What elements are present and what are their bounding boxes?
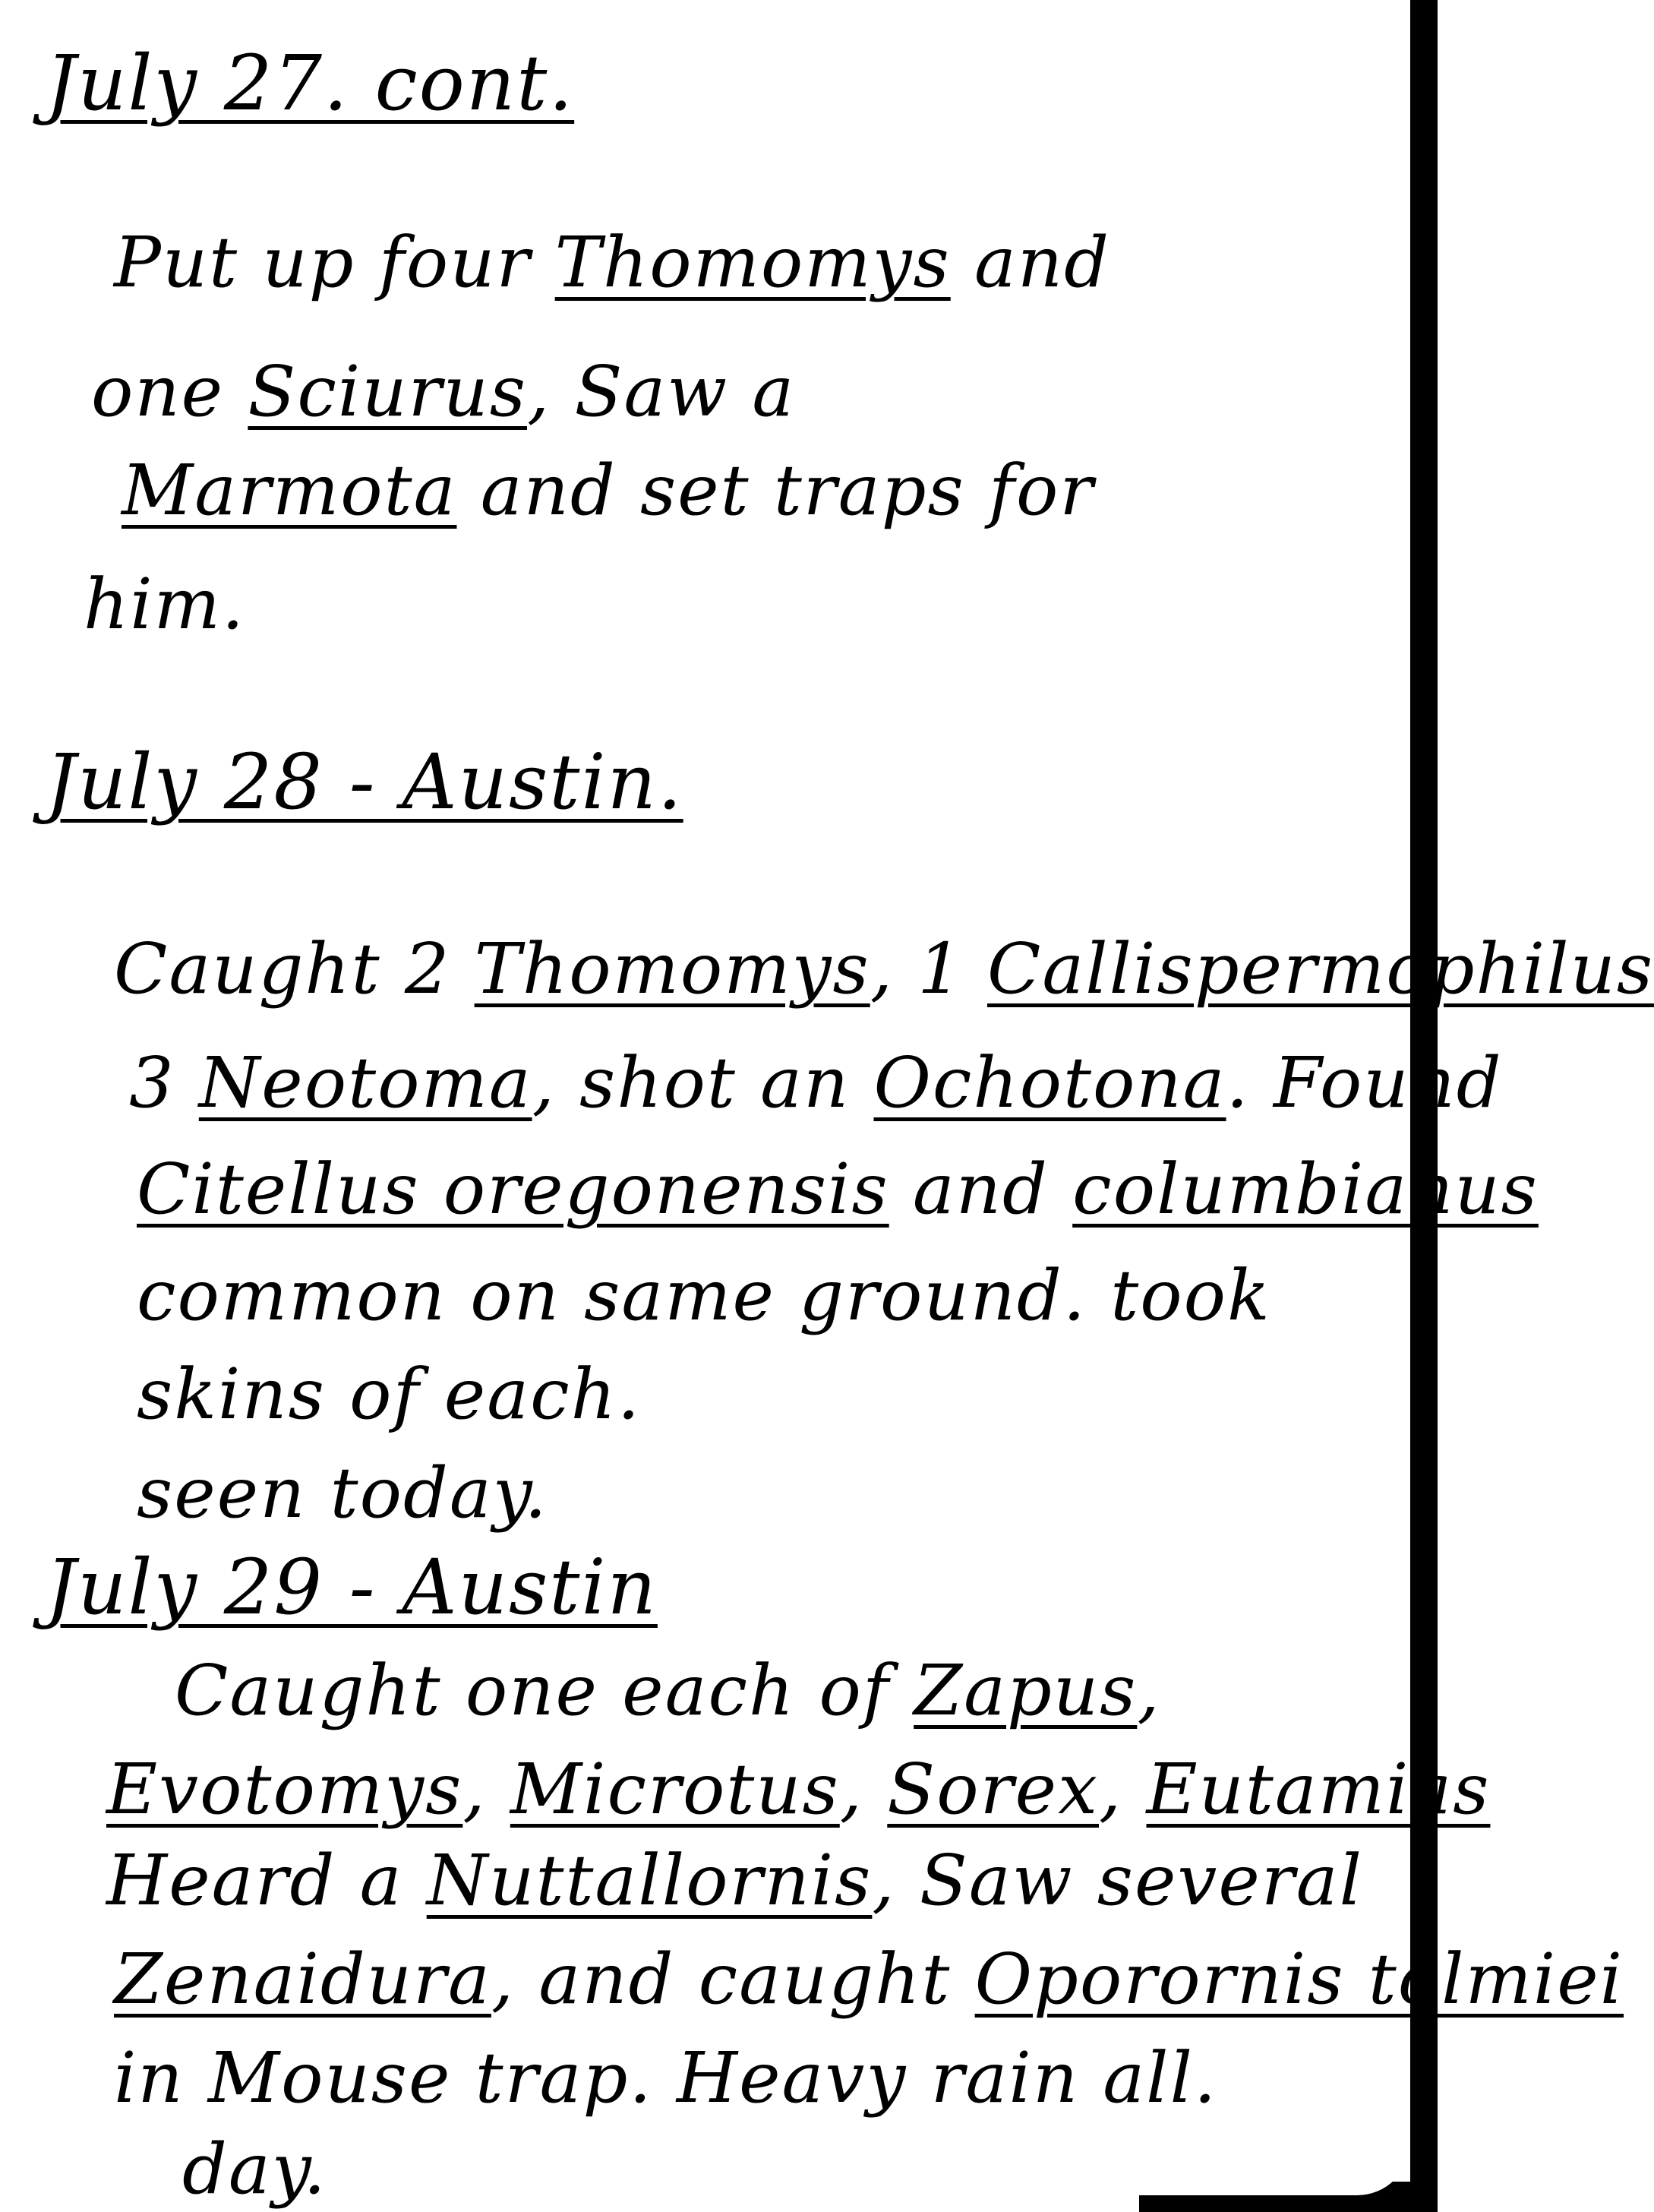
entry-line: seen today. <box>137 1452 548 1534</box>
entry-line: Marmota and set traps for <box>122 450 1095 531</box>
entry-line: skins of each. <box>137 1354 642 1435</box>
entry-line: day. <box>182 2128 327 2210</box>
entry-line: one Sciurus, Saw a <box>91 351 796 432</box>
entry-heading-july-28 <box>46 738 1413 826</box>
entry-line: Citellus oregonensis and columbianus <box>137 1149 1539 1230</box>
heading-text: July 29 - Austin <box>46 1543 658 1632</box>
entry-heading-july-29 <box>46 1543 1413 1632</box>
entry-line: Caught 2 Thomomys, 1 Callispermophilus <box>114 928 1654 1010</box>
entry-line: Caught one each of Zapus, <box>175 1650 1161 1731</box>
entry-heading-july-27 <box>46 39 1413 128</box>
heading-text: July 28 - Austin. <box>46 738 683 826</box>
entry-line: Heard a Nuttallornis, Saw several <box>106 1840 1364 1921</box>
entry-line: Put up four Thomomys and <box>114 222 1110 303</box>
entry-line: 3 Neotoma, shot an Ochotona. Found <box>129 1042 1503 1123</box>
entry-line: Evotomys, Microtus, Sorex, Eutamias <box>106 1749 1491 1830</box>
entry-line: in Mouse trap. Heavy rain all. <box>114 2037 1218 2119</box>
entry-line: him. <box>84 564 246 645</box>
heading-text: July 27. cont. <box>46 39 575 128</box>
entry-line: Zenaidura, and caught Oporornis tolmiei <box>114 1939 1624 2020</box>
entry-line: common on same ground. took <box>137 1255 1271 1336</box>
